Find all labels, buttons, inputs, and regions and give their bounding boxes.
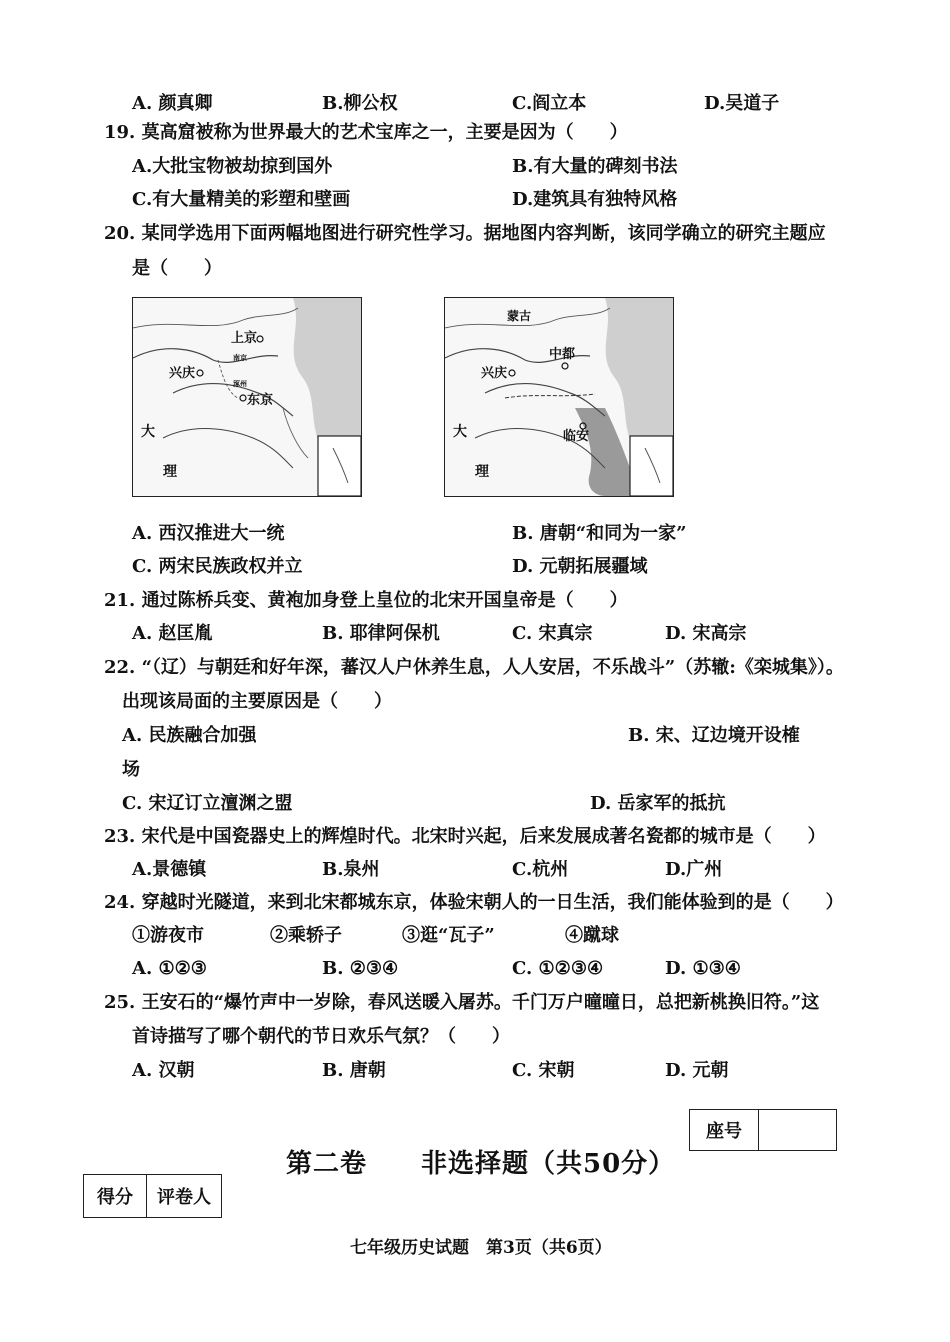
map2-label-linan: 临安	[563, 429, 590, 444]
q25-stem-line2: 首诗描写了哪个朝代的节日欢乐气氛？（ ）	[132, 1026, 510, 1047]
q19-option-b: B.有大量的碑刻书法	[512, 156, 678, 177]
score-box	[83, 1174, 222, 1218]
q19-stem: 19. 莫高窟被称为世界最大的艺术宝库之一，主要是因为（ ）	[104, 122, 628, 143]
seat-number-box	[689, 1109, 837, 1151]
q18-option-a: A. 颜真卿	[132, 93, 213, 114]
q21-option-d: D. 宋高宗	[665, 623, 747, 644]
q22-option-d: D. 岳家军的抵抗	[590, 793, 726, 814]
q21-option-a: A. 赵匡胤	[132, 623, 213, 644]
q19-option-c: C.有大量精美的彩塑和壁画	[132, 189, 351, 210]
q23-option-c: C.杭州	[512, 859, 569, 880]
seat-number-label: 座号	[706, 1121, 742, 1142]
q24-option-c: C. ①②③④	[512, 958, 604, 979]
q24-item-3: ③逛“瓦子”	[402, 925, 495, 946]
q18-option-c: C.阎立本	[512, 93, 587, 114]
q20-stem-line2: 是（ ）	[132, 258, 222, 279]
map1-label-li: 理	[163, 464, 177, 480]
map2-label-zhongdu: 中都	[549, 347, 576, 362]
q21-option-c: C. 宋真宗	[512, 623, 593, 644]
q24-option-a: A. ①②③	[132, 958, 207, 979]
q19-option-a: A.大批宝物被劫掠到国外	[132, 156, 333, 177]
q24-item-4: ④蹴球	[565, 925, 619, 946]
q24-option-d: D. ①③④	[665, 958, 741, 979]
q25-stem-line1: 25. 王安石的“爆竹声中一岁除，春风送暖入屠苏。千门万户曈曈日，总把新桃换旧符。”这	[104, 992, 820, 1013]
q21-stem: 21. 通过陈桥兵变、黄袍加身登上皇位的北宋开国皇帝是（ ）	[104, 590, 628, 611]
q23-option-b: B.泉州	[322, 859, 380, 880]
q22-stem-line2: 出现该局面的主要原因是（ ）	[122, 691, 392, 712]
q23-stem: 23. 宋代是中国瓷器史上的辉煌时代。北宋时兴起，后来发展成著名瓷都的城市是（ ）	[104, 826, 826, 847]
q24-stem: 24. 穿越时光隧道，来到北宋都城东京，体验宋朝人的一日生活，我们能体验到的是（ ）	[104, 892, 844, 913]
map2-label-menggu: 蒙古	[507, 309, 532, 323]
map1-label-nanjing: 南京	[233, 354, 247, 362]
page-footer: 七年级历史试题 第3页（共6页）	[350, 1238, 612, 1258]
q22-option-a: A. 民族融合加强	[122, 725, 257, 746]
map2-label-da: 大	[453, 424, 467, 440]
q18-option-d: D.吴道子	[704, 93, 780, 114]
map1-label-zhouzhou: 涿州	[233, 380, 247, 388]
q20-stem-line1: 20. 某同学选用下面两幅地图进行研究性学习。据地图内容判断，该同学确立的研究主题应	[104, 223, 826, 244]
q22-stem-line1: 22. “（辽）与朝廷和好年深，蕃汉人户休养生息，人人安居，不乐战斗”（苏辙:《栾城集》）。	[104, 657, 844, 678]
q20-option-a: A. 西汉推进大一统	[132, 523, 285, 544]
section-title: 第二卷 非选择题（共50分）	[286, 1149, 676, 1179]
q24-item-1: ①游夜市	[132, 925, 204, 946]
map-2	[444, 297, 674, 497]
grader-label: 评卷人	[146, 1175, 221, 1217]
q22-option-b: B. 宋、辽边境开设榷	[628, 725, 800, 746]
map1-label-xingqing: 兴庆	[169, 366, 196, 381]
q20-option-d: D. 元朝拓展疆域	[512, 556, 648, 577]
map1-label-shangjing: 上京	[231, 331, 258, 346]
q23-option-a: A.景德镇	[132, 859, 207, 880]
q25-option-d: D. 元朝	[665, 1060, 729, 1081]
seat-number-field[interactable]	[758, 1110, 836, 1150]
map2-label-xingqing: 兴庆	[481, 366, 508, 381]
score-label: 得分	[97, 1187, 133, 1208]
map-2-drawing	[445, 298, 673, 496]
map1-label-da: 大	[141, 424, 155, 440]
q24-option-b: B. ②③④	[322, 958, 399, 979]
q20-option-c: C. 两宋民族政权并立	[132, 556, 303, 577]
map2-label-li: 理	[475, 464, 489, 480]
q25-option-b: B. 唐朝	[322, 1060, 386, 1081]
q25-option-c: C. 宋朝	[512, 1060, 575, 1081]
q24-item-2: ②乘轿子	[270, 925, 342, 946]
q21-option-b: B. 耶律阿保机	[322, 623, 440, 644]
q22-option-c: C. 宋辽订立澶渊之盟	[122, 793, 293, 814]
q20-option-b: B. 唐朝“和同为一家”	[512, 523, 687, 544]
map-1	[132, 297, 362, 497]
q25-option-a: A. 汉朝	[132, 1060, 195, 1081]
map-1-drawing	[133, 298, 361, 496]
q22-option-b-wrap: 场	[122, 759, 140, 780]
q18-option-b: B.柳公权	[322, 93, 398, 114]
map1-label-dongjing: 东京	[247, 393, 274, 408]
q19-option-d: D.建筑具有独特风格	[512, 189, 678, 210]
q23-option-d: D.广州	[665, 859, 723, 880]
